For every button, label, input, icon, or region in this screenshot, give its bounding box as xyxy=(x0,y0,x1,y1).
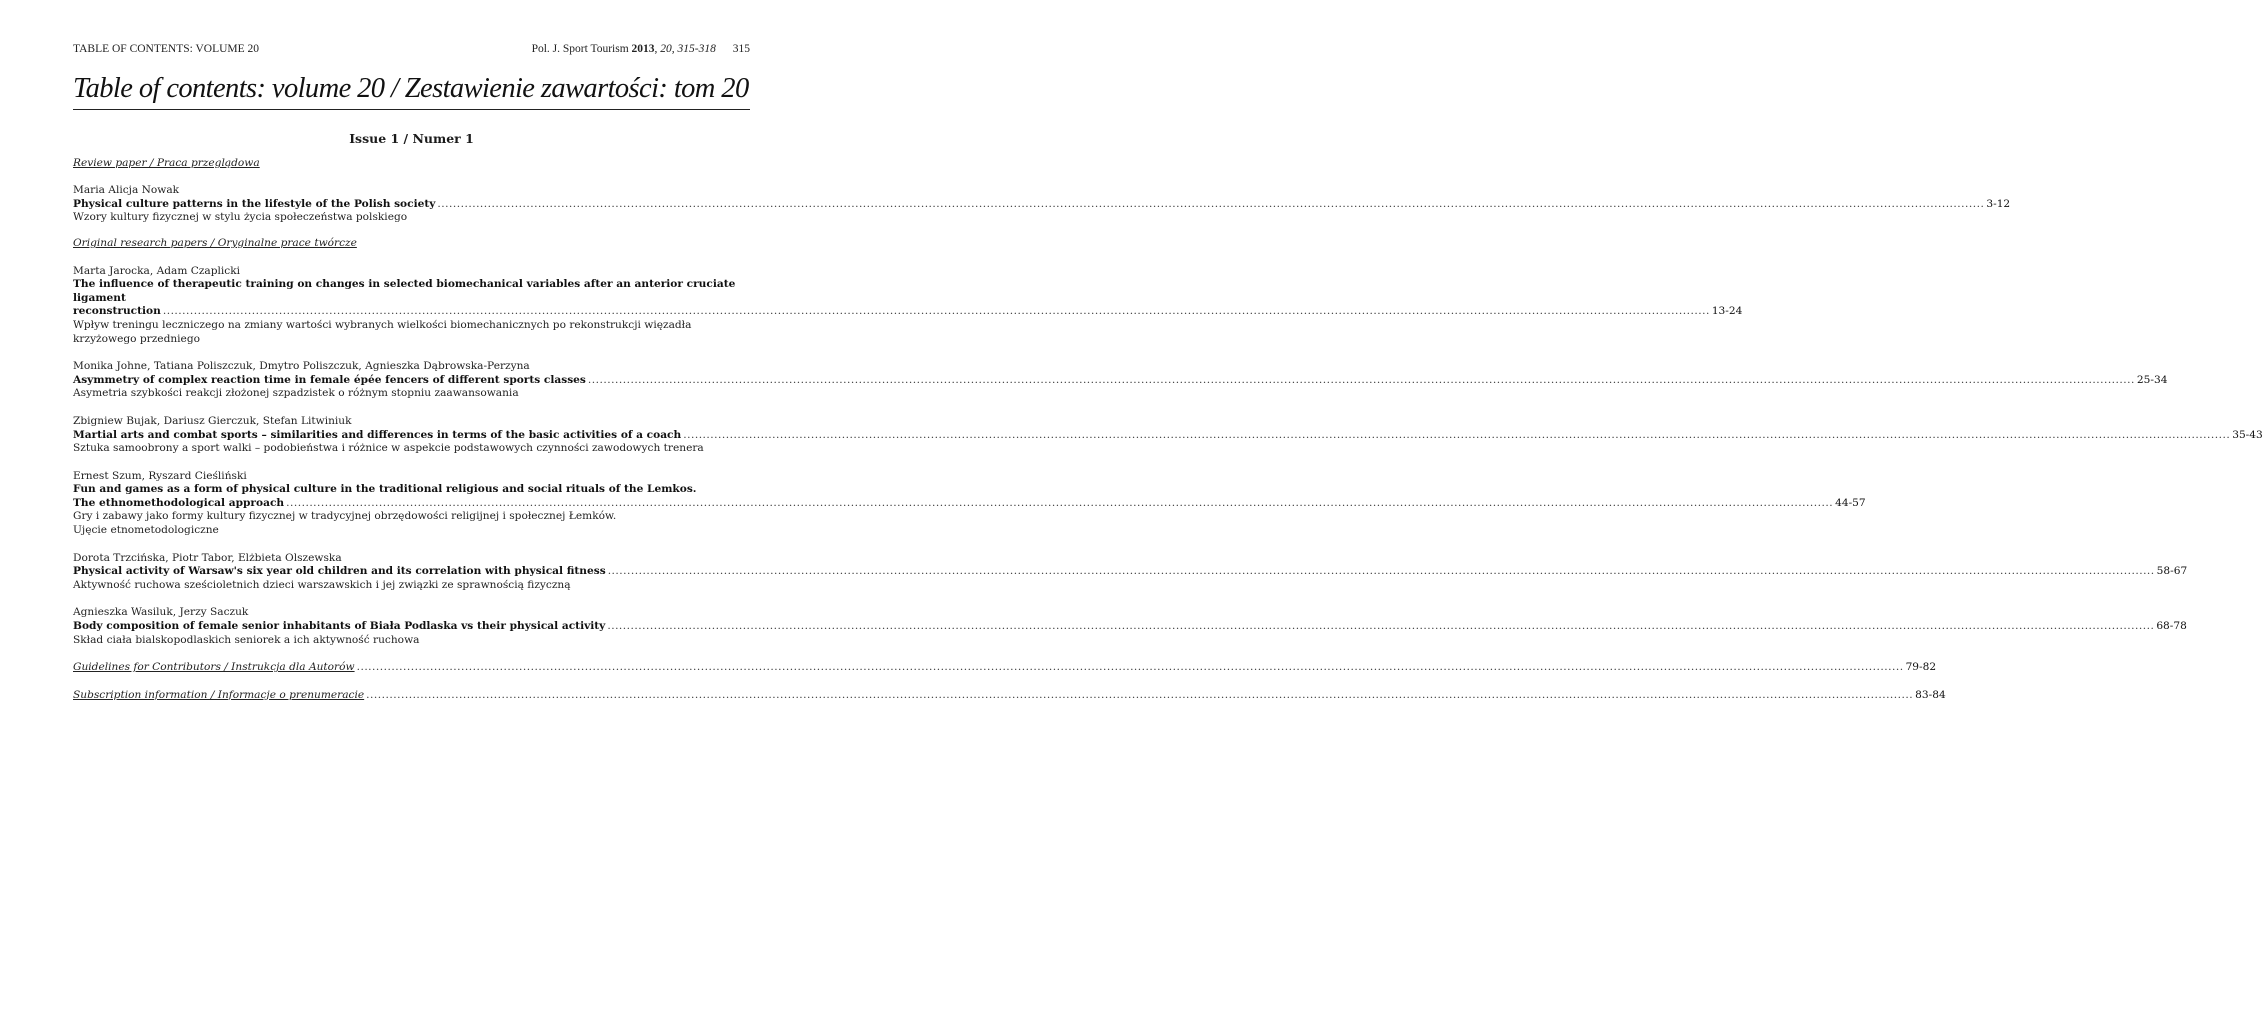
toc-entry xyxy=(73,264,1743,347)
entry-title-line[interactable] xyxy=(73,373,2168,388)
entry-title-continued: reconstruction xyxy=(73,305,161,318)
leader-dots: ................................................................................................................................................................................................................................................................................................................................................................................................................ xyxy=(286,496,1834,509)
title-rule xyxy=(73,109,750,110)
toc-entry xyxy=(73,184,2011,225)
leader-dots: ................................................................................................................................................................................................................................................................................................................................................................................................................ xyxy=(356,661,1904,674)
subscription-link[interactable]: Subscription information / Informacje o prenumeracie xyxy=(73,688,365,701)
leader-dots: ................................................................................................................................................................................................................................................................................................................................................................................................................ xyxy=(587,373,2135,386)
entry-pages: 13-24 xyxy=(1711,305,1743,318)
toc-entry xyxy=(73,469,1866,538)
entry-title-line[interactable] xyxy=(73,496,1866,511)
entry-pages: 44-57 xyxy=(1835,496,1866,509)
issue-heading: Issue 1 / Numer 1 xyxy=(349,131,474,146)
journal-name: Pol. J. Sport Tourism xyxy=(531,43,629,55)
guidelines-pages: 79-82 xyxy=(1905,661,1937,674)
entry-authors: Zbigniew Bujak, Dariusz Gierczuk, Stefan Litwiniuk xyxy=(73,414,352,427)
leader-dots: ................................................................................................................................................................................................................................................................................................................................................................................................................ xyxy=(162,305,1710,318)
entry-authors: Dorota Trzcińska, Piotr Tabor, Elżbieta Olszewska xyxy=(73,551,342,564)
entry-pages: 25-34 xyxy=(2136,373,2168,386)
journal-volume-pages: 20, 315-318 xyxy=(660,43,716,55)
entry-polish-title-continued: krzyżowego przedniego xyxy=(73,332,200,345)
entry-authors: Ernest Szum, Ryszard Cieśliński xyxy=(73,469,247,482)
page-title: Table of contents: volume 20 / Zestawienie zawartości: tom 20 xyxy=(73,73,749,104)
leader-dots: ................................................................................................................................................................................................................................................................................................................................................................................................................ xyxy=(366,688,1914,701)
journal-year: 2013 xyxy=(631,43,655,55)
entry-authors: Marta Jarocka, Adam Czaplicki xyxy=(73,264,241,277)
entry-pages: 35-43 xyxy=(2232,428,2263,441)
entry-pages: 58-67 xyxy=(2156,565,2188,578)
section-heading-review: Review paper / Praca przeglądowa xyxy=(73,157,260,169)
entry-polish-title: Asymetria szybkości reakcji złożonej szpadzistek o różnym stopniu zaawansowania xyxy=(73,387,519,400)
subscription-link-line[interactable] xyxy=(73,688,1946,703)
entry-title: Fun and games as a form of physical culture in the traditional religious and social rituals of the Lemkos. xyxy=(73,483,697,496)
entry-pages: 3-12 xyxy=(1986,197,2011,210)
entry-polish-title: Skład ciała bialskopodlaskich seniorek a ich aktywność ruchowa xyxy=(73,633,420,646)
subscription-pages: 83-84 xyxy=(1915,688,1946,701)
guidelines-link[interactable]: Guidelines for Contributors / Instrukcja dla Autorów xyxy=(73,661,355,674)
entry-authors: Monika Johne, Tatiana Poliszczuk, Dmytro Poliszczuk, Agnieszka Dąbrowska-Perzyna xyxy=(73,360,530,373)
entry-polish-title: Aktywność ruchowa sześcioletnich dzieci warszawskich i jej związki ze sprawnością fizyczną xyxy=(73,578,571,591)
entry-pages: 68-78 xyxy=(2156,620,2187,633)
entry-title-line[interactable] xyxy=(73,428,2263,443)
entry-title-line[interactable] xyxy=(73,620,2187,634)
entry-title-line[interactable] xyxy=(73,305,1743,319)
toc-entry xyxy=(73,606,2187,647)
toc-entry xyxy=(73,360,2168,401)
entry-authors: Maria Alicja Nowak xyxy=(73,184,180,197)
entry-polish-title-continued: Ujęcie etnometodologiczne xyxy=(73,524,219,537)
entry-title: The influence of therapeutic training on changes in selected biomechanical variables after an anterior cruciate ligament xyxy=(73,278,736,304)
guidelines-link-line[interactable] xyxy=(73,661,1937,675)
entry-polish-title: Wpływ treningu leczniczego na zmiany wartości wybranych wielkości biomechanicznych po rekonstrukcji więzadła xyxy=(73,318,692,331)
leader-dots: ................................................................................................................................................................................................................................................................................................................................................................................................................ xyxy=(437,197,1985,210)
entry-title: Physical activity of Warsaw's six year old children and its correlation with physical fitness xyxy=(73,565,606,578)
entry-title: Body composition of female senior inhabitants of Biała Podlaska vs their physical activity xyxy=(73,620,606,633)
entry-polish-title: Gry i zabawy jako formy kultury fizycznej w tradycyjnej obrzędowości religijnej i społecznej Łemków. xyxy=(73,510,617,523)
leader-dots: ................................................................................................................................................................................................................................................................................................................................................................................................................ xyxy=(607,620,2155,633)
entry-title: Martial arts and combat sports – similarities and differences in terms of the basic activities of a coach xyxy=(73,428,682,441)
entry-title: Physical culture patterns in the lifestyle of the Polish society xyxy=(73,197,436,210)
toc-content xyxy=(73,157,2263,702)
entry-polish-title: Sztuka samoobrony a sport walki – podobieństwa i różnice w aspekcie podstawowych czynności zawodowych trenera xyxy=(73,442,704,455)
running-head-right: Pol. J. Sport Tourism 2013, 20, 315-318 315 xyxy=(531,43,750,55)
leader-dots: ................................................................................................................................................................................................................................................................................................................................................................................................................ xyxy=(607,565,2155,578)
running-head-left: TABLE OF CONTENTS: VOLUME 20 xyxy=(73,43,260,55)
leader-dots: ................................................................................................................................................................................................................................................................................................................................................................................................................ xyxy=(683,428,2231,441)
entry-title: Asymmetry of complex reaction time in female épée fencers of different sports classes xyxy=(73,373,586,386)
entry-polish-title: Wzory kultury fizycznej w stylu życia społeczeństwa polskiego xyxy=(73,211,408,224)
entry-title-line[interactable] xyxy=(73,197,2011,212)
section-heading-original: Original research papers / Oryginalne prace twórcze xyxy=(73,236,357,249)
entry-title-line[interactable] xyxy=(73,565,2188,579)
entry-title-continued: The ethnomethodological approach xyxy=(73,496,285,509)
page-number: 315 xyxy=(732,43,750,55)
entry-authors: Agnieszka Wasiluk, Jerzy Saczuk xyxy=(73,606,249,619)
toc-entry xyxy=(73,551,2188,593)
running-head xyxy=(73,43,750,57)
toc-entry xyxy=(73,414,2263,456)
